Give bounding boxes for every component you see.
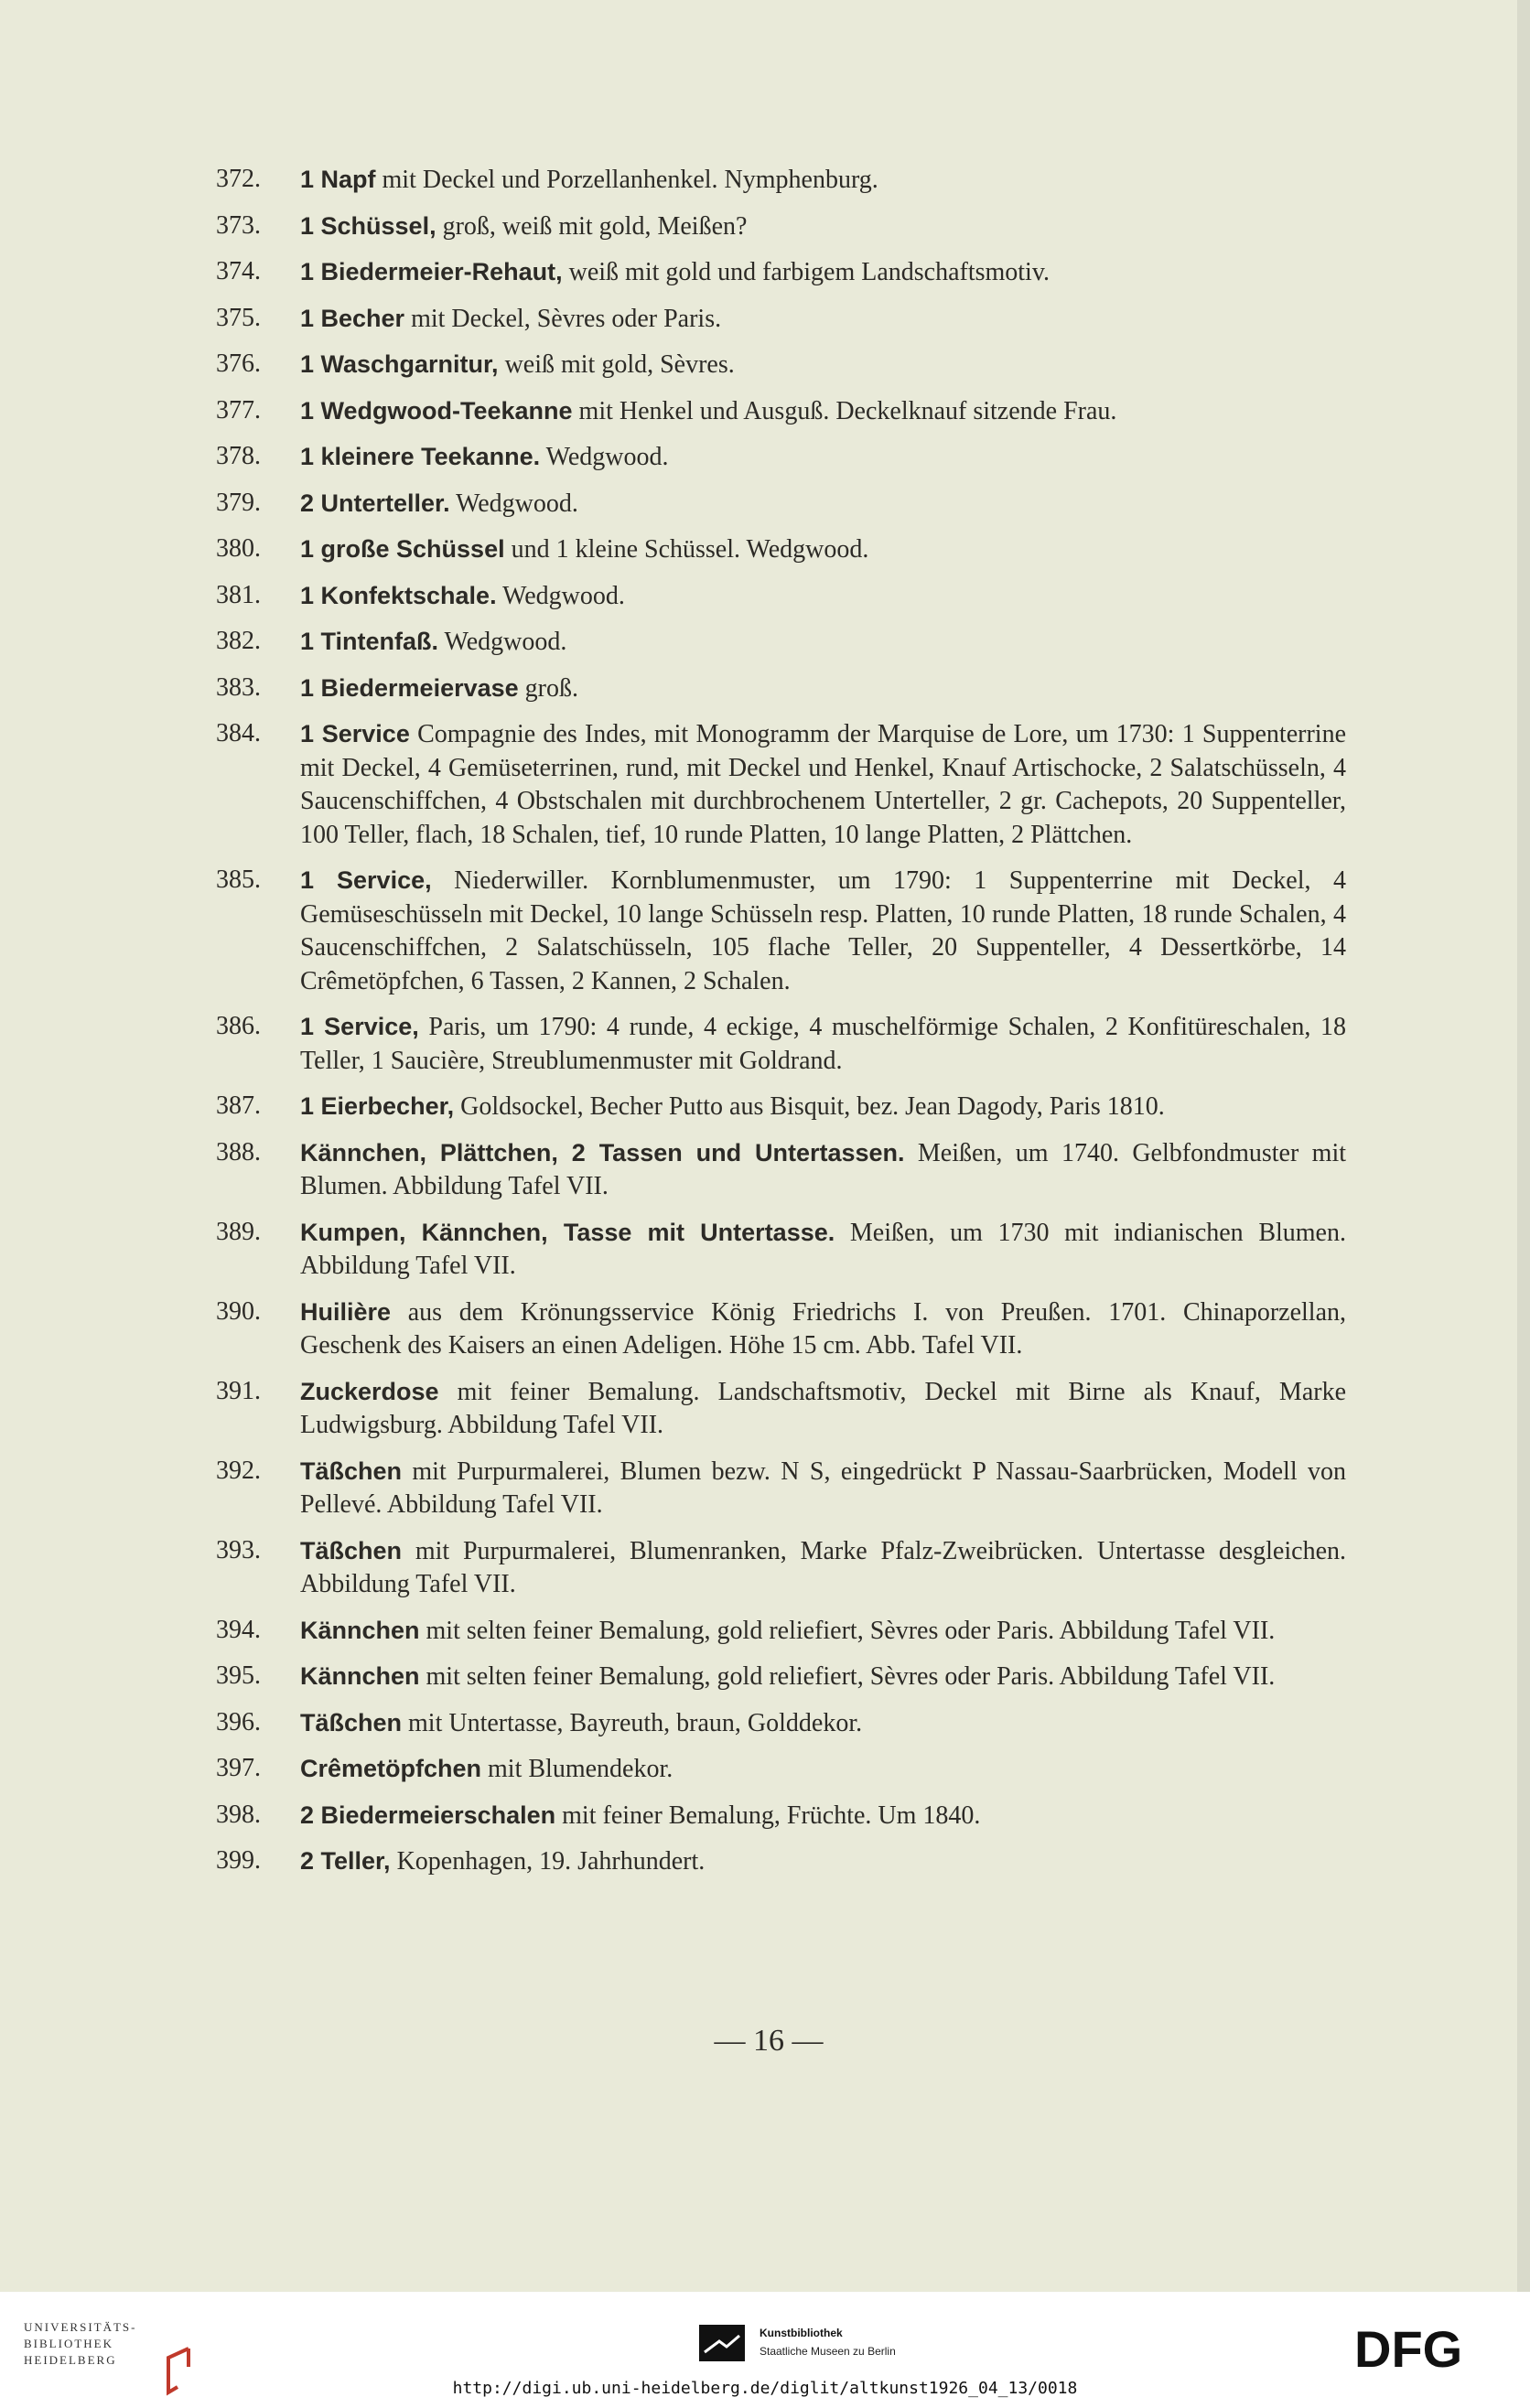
catalog-entry — [216, 717, 1346, 852]
entry-number: 379. — [216, 488, 261, 517]
catalog-entry — [216, 1375, 1346, 1443]
entry-number: 395. — [216, 1661, 261, 1690]
entry-number: 376. — [216, 349, 261, 378]
kunstbibliothek-title: Kunstbibliothek — [760, 2327, 843, 2339]
entry-description: mit Untertasse, Bayreuth, braun, Golddekor. — [402, 1708, 863, 1737]
entry-number: 385. — [216, 865, 261, 894]
entry-description: mit Purpurmalerei, Blumenranken, Marke Pfalz-Zweibrücken. Untertasse desgleichen. Abbildung Tafel VII. — [300, 1536, 1346, 1598]
entry-number: 396. — [216, 1707, 261, 1736]
entry-description: und 1 kleine Schüssel. Wedgwood. — [504, 535, 869, 564]
entry-number: 377. — [216, 395, 261, 425]
entry-description: Wedgwood. — [496, 581, 625, 610]
entry-description: weiß mit gold und farbigem Landschaftsmotiv. — [562, 258, 1051, 286]
entry-title: 1 Biedermeiervase — [300, 673, 519, 702]
entry-description: mit Henkel und Ausguß. Deckelknauf sitzende Frau. — [572, 396, 1117, 425]
catalog-entry — [216, 255, 1346, 290]
catalog-entry — [216, 625, 1346, 660]
catalog-entry — [216, 394, 1346, 429]
catalog-entry — [216, 672, 1346, 706]
catalog-entry — [216, 1136, 1346, 1204]
catalog-entries — [216, 163, 1346, 1891]
catalog-entry — [216, 1844, 1346, 1879]
entry-number: 383. — [216, 672, 261, 702]
entry-title: Täßchen — [300, 1708, 403, 1736]
entry-number: 394. — [216, 1615, 261, 1644]
entry-title: Zuckerdose — [300, 1377, 439, 1405]
entry-number: 393. — [216, 1535, 261, 1564]
entry-title: Kumpen, Kännchen, Tasse mit Untertasse. — [300, 1218, 835, 1246]
ub-logo-line: HEIDELBERG — [24, 2353, 117, 2367]
kunstbibliothek-emblem-icon — [699, 2325, 745, 2361]
entry-description: Meißen, um 1740. Gelbfondmuster mit Blumen. Abbildung Tafel VII. — [300, 1138, 1347, 1200]
page-edge — [1517, 0, 1530, 2292]
catalog-entry — [216, 1660, 1346, 1694]
catalog-entry — [216, 1455, 1346, 1522]
entry-description: Meißen, um 1730 mit indianischen Blumen. Abbildung Tafel VII. — [300, 1218, 1346, 1280]
entry-number: 391. — [216, 1376, 261, 1405]
entry-title: Kännchen — [300, 1662, 420, 1690]
footer-bar — [0, 2292, 1530, 2408]
entry-number: 378. — [216, 442, 261, 470]
dfg-logo[interactable] — [1354, 2327, 1501, 2370]
entry-description: Goldsockel, Becher Putto aus Bisquit, bez. Jean Dagody, Paris 1810. — [454, 1092, 1165, 1121]
catalog-entry — [216, 579, 1346, 614]
catalog-entry — [216, 1216, 1346, 1284]
entry-number: 387. — [216, 1091, 261, 1120]
entry-title: 2 Unterteller. — [300, 489, 450, 517]
entry-description: aus dem Krönungsservice König Friedrichs I. von Preußen. 1701. Chinaporzellan, Geschenk des Kaisers an einen Adeligen. Höhe 15 cm. Abb. Tafel VII. — [300, 1297, 1346, 1360]
entry-title: Crêmetöpfchen — [300, 1755, 482, 1782]
source-url[interactable]: http://digi.ub.uni-heidelberg.de/diglit/altkunst1926_04_13/0018 — [452, 2379, 1078, 2398]
entry-title: 1 Wedgwood-Teekanne — [300, 396, 573, 425]
catalog-entry — [216, 1534, 1346, 1602]
entry-description: mit Purpurmalerei, Blumen bezw. N S, eingedrückt P Nassau-Saarbrücken, Modell von Pellevé. Abbildung Tafel VII. — [300, 1457, 1346, 1519]
entry-number: 374. — [216, 257, 261, 285]
entry-number: 372. — [216, 165, 261, 193]
catalog-entry — [216, 1706, 1346, 1741]
entry-description: weiß mit gold, Sèvres. — [498, 350, 735, 379]
catalog-entry — [216, 210, 1346, 244]
entry-number: 381. — [216, 580, 261, 609]
entry-number: 380. — [216, 534, 261, 563]
entry-description: groß. — [518, 673, 578, 703]
catalog-entry — [216, 1010, 1346, 1078]
entry-description: mit Deckel, Sèvres oder Paris. — [404, 304, 722, 333]
entry-title: Kännchen — [300, 1616, 420, 1644]
entry-number: 390. — [216, 1296, 261, 1326]
entry-number: 389. — [216, 1217, 261, 1246]
catalog-entry — [216, 1295, 1346, 1363]
entry-title: 1 Waschgarnitur, — [300, 350, 499, 378]
entry-title: 1 Konfektschale. — [300, 581, 497, 609]
catalog-entry — [216, 487, 1346, 521]
entry-description: mit Blumendekor. — [481, 1755, 673, 1783]
entry-title: Huilière — [300, 1297, 392, 1326]
entry-number: 399. — [216, 1846, 261, 1875]
entry-title: 1 Napf — [300, 166, 376, 193]
entry-description: mit selten feiner Bemalung, gold reliefiert, Sèvres oder Paris. Abbildung Tafel VII. — [419, 1616, 1276, 1645]
entry-number: 375. — [216, 303, 261, 332]
entry-title: 2 Teller, — [300, 1847, 391, 1875]
catalog-entry — [216, 440, 1346, 475]
catalog-entry — [216, 1090, 1346, 1124]
catalog-entry — [216, 163, 1346, 198]
entry-title: 1 große Schüssel — [300, 535, 505, 563]
entry-title: Kännchen, Plättchen, 2 Tassen und Untertassen. — [300, 1138, 905, 1166]
entry-title: 1 Service, — [300, 1013, 419, 1040]
entry-description: mit feiner Bemalung, Früchte. Um 1840. — [555, 1801, 981, 1830]
entry-description: mit Deckel und Porzellanhenkel. Nymphenburg. — [375, 166, 878, 194]
entry-number: 373. — [216, 210, 261, 240]
entry-description: Wedgwood. — [449, 489, 578, 518]
catalog-entry — [216, 864, 1346, 998]
ub-logo-line: BIBLIOTHEK — [24, 2337, 113, 2350]
entry-title: 1 Schüssel, — [300, 211, 436, 240]
ub-heidelberg-logo[interactable] — [24, 2319, 189, 2369]
entry-description: mit selten feiner Bemalung, gold reliefiert, Sèvres oder Paris. Abbildung Tafel VII. — [419, 1662, 1276, 1691]
catalog-entry — [216, 1614, 1346, 1649]
entry-description: Paris, um 1790: 4 runde, 4 eckige, 4 muschelförmige Schalen, 2 Konfitüreschalen, 18 Teller, 1 Saucière, Streublumenmuster mit Goldrand. — [300, 1013, 1346, 1075]
entry-number: 397. — [216, 1754, 261, 1782]
dfg-logo-text: DFG — [1354, 2327, 1463, 2370]
entry-description: Wedgwood. — [438, 628, 567, 656]
catalog-entry — [216, 1799, 1346, 1833]
entry-title: 1 kleinere Teekanne. — [300, 443, 541, 470]
entry-title: Täßchen — [300, 1457, 403, 1485]
page-number: — 16 — — [714, 2024, 824, 2058]
entry-number: 398. — [216, 1800, 261, 1829]
entry-title: 1 Biedermeier-Rehaut, — [300, 258, 563, 285]
entry-description: Niederwiller. Kornblumenmuster, um 1790: 1 Suppenterrine mit Deckel, 4 Gemüseschüsseln mit Deckel, 10 lange Schüsseln resp. Platten, 10 runde Platten, 18 runde Schalen, 4 Saucenschiffchen, 2 Salatschüsseln, 105 flache Teller, 20 Suppenteller, 4 Dessertkörbe, 14 Crêmetöpfchen, 6 Tassen, 2 Kannen, 2 Schalen. — [300, 866, 1346, 995]
entry-description: Kopenhagen, 19. Jahrhundert. — [390, 1847, 706, 1876]
catalog-entry — [216, 1752, 1346, 1787]
entry-title: 1 Service — [300, 720, 410, 747]
entry-number: 382. — [216, 627, 261, 655]
catalog-entry — [216, 348, 1346, 382]
entry-title: 1 Eierbecher, — [300, 1092, 455, 1120]
kunstbibliothek-subtitle: Staatliche Museen zu Berlin — [760, 2345, 896, 2358]
entry-title: 1 Becher — [300, 304, 405, 332]
entry-number: 388. — [216, 1137, 261, 1166]
entry-number: 386. — [216, 1012, 261, 1040]
entry-description: mit feiner Bemalung. Landschaftsmotiv, Deckel mit Birne als Knauf, Marke Ludwigsburg. Abbildung Tafel VII. — [300, 1377, 1346, 1439]
ub-logo-line: UNIVERSITÄTS- — [24, 2320, 137, 2334]
entry-number: 392. — [216, 1456, 261, 1485]
catalog-entry — [216, 302, 1346, 337]
entry-description: Compagnie des Indes, mit Monogramm der Marquise de Lore, um 1730: 1 Suppenterrine mit Deckel, 4 Gemüseterrinen, rund, mit Deckel und Henkel, Knauf Artischocke, 2 Salatschüsseln, 4 Saucenschiffchen, 4 Obstschalen mit durchbrochenem Unterteller, 2 gr. Cachepots, 20 Suppenteller, 100 Teller, flach, 18 Schalen, tief, 10 runde Platten, 10 lange Platten, 2 Plättchen. — [300, 720, 1346, 849]
catalog-entry — [216, 532, 1346, 567]
entry-title: Täßchen — [300, 1536, 403, 1564]
entry-description: groß, weiß mit gold, Meißen? — [436, 211, 748, 241]
entry-title: 2 Biedermeierschalen — [300, 1801, 556, 1829]
entry-title: 1 Tintenfaß. — [300, 628, 439, 655]
entry-description: Wedgwood. — [540, 443, 669, 471]
entry-title: 1 Service, — [300, 866, 432, 894]
entry-number: 384. — [216, 719, 261, 747]
